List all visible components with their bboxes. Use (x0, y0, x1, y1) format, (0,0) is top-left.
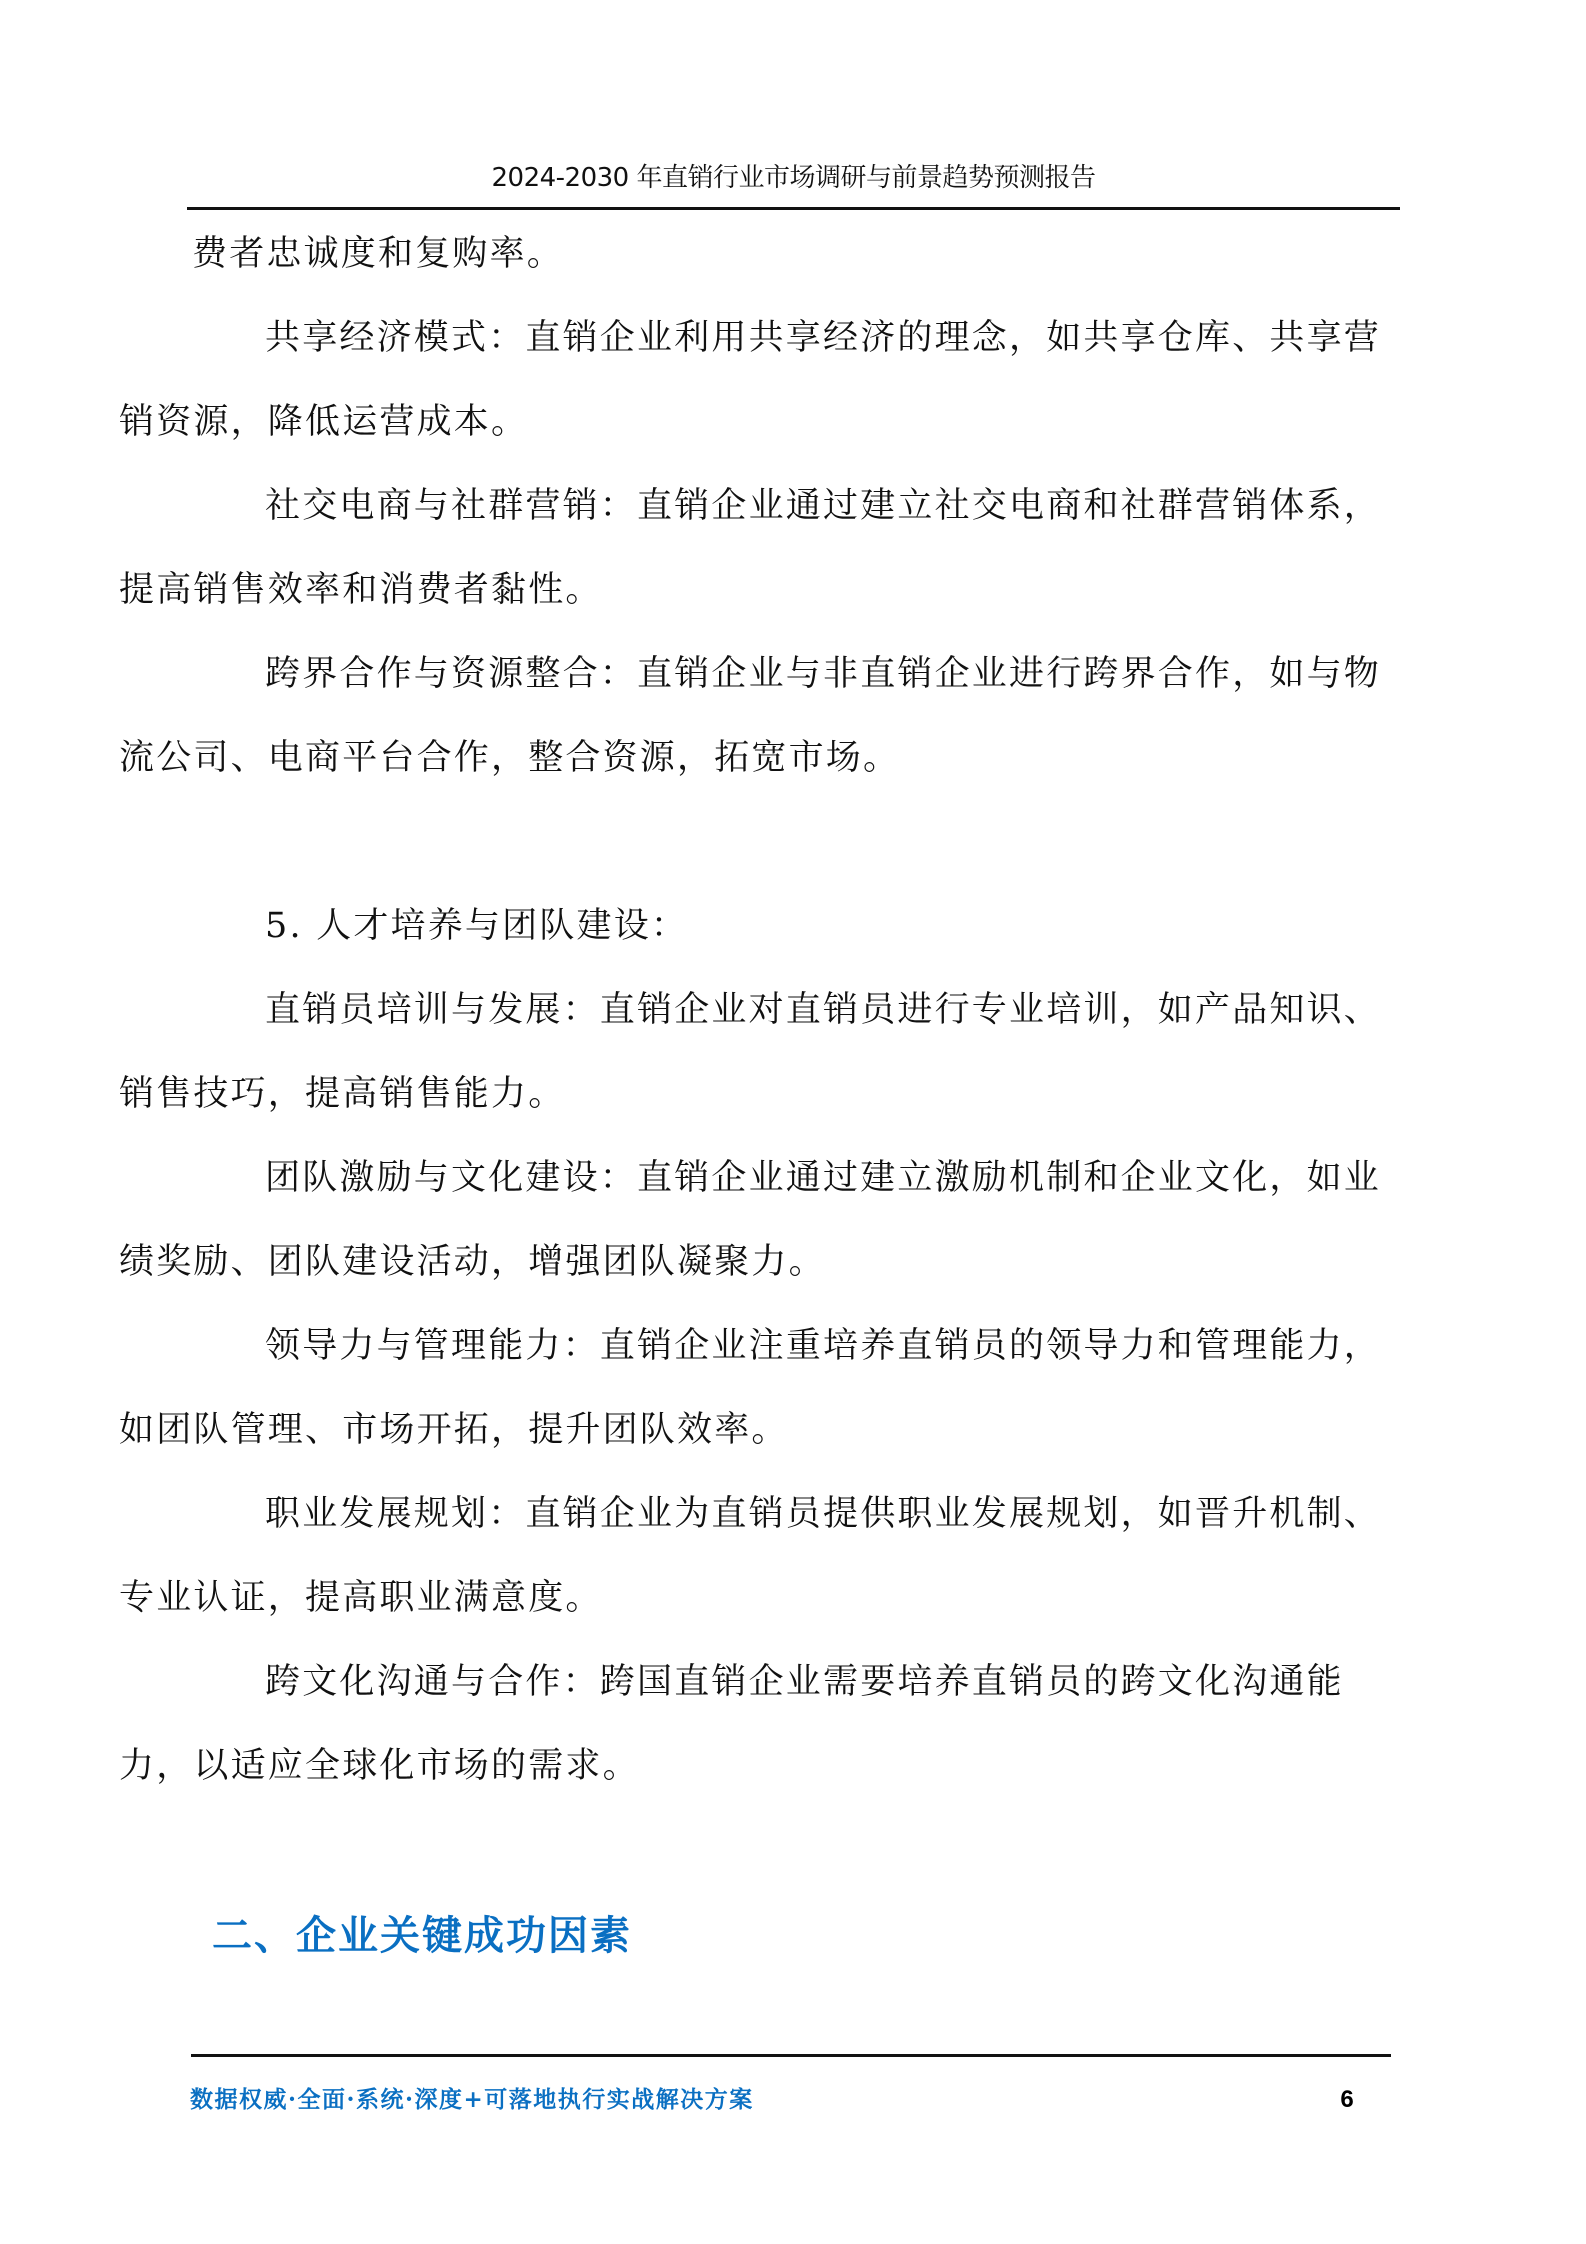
line: 5. 人才培养与团队建设： (265, 906, 689, 946)
line: 提高销售效率和消费者黏性。 (119, 570, 603, 610)
paragraph-training (119, 968, 1402, 1136)
page-number: 6 (1340, 2086, 1354, 2113)
body-text (119, 212, 1402, 1808)
section-heading: 二、企业关键成功因素 (212, 1913, 632, 1959)
line: 专业认证，提高职业满意度。 (119, 1578, 603, 1618)
paragraph-career (119, 1472, 1402, 1640)
line: 跨界合作与资源整合：直销企业与非直销企业进行跨界合作，如与物 (265, 654, 1382, 694)
paragraph-cross-cultural (119, 1640, 1402, 1808)
line: 销售技巧，提高销售能力。 (119, 1074, 566, 1114)
line: 如团队管理、市场开拓，提升团队效率。 (119, 1410, 789, 1450)
paragraph-social-commerce (119, 464, 1402, 632)
blank-line (192, 800, 1402, 884)
paragraph-sharing-economy (119, 296, 1402, 464)
line: 绩奖励、团队建设活动，增强团队凝聚力。 (119, 1242, 826, 1282)
line: 职业发展规划：直销企业为直销员提供职业发展规划，如晋升机制、 (265, 1494, 1382, 1534)
line: 力，以适应全球化市场的需求。 (119, 1746, 640, 1786)
footer-slogan: 数据权威·全面·系统·深度+可落地执行实战解决方案 (190, 2086, 754, 2113)
paragraph-leadership (119, 1304, 1402, 1472)
line: 社交电商与社群营销：直销企业通过建立社交电商和社群营销体系， (265, 486, 1382, 526)
line: 费者忠诚度和复购率。 (192, 234, 565, 274)
line: 领导力与管理能力：直销企业注重培养直销员的领导力和管理能力， (265, 1326, 1382, 1366)
running-header-title: 2024-2030 年直销行业市场调研与前景趋势预测报告 (491, 163, 1096, 193)
paragraph-team-incentive (119, 1136, 1402, 1304)
line: 流公司、电商平台合作，整合资源，拓宽市场。 (119, 738, 901, 778)
line: 跨文化沟通与合作：跨国直销企业需要培养直销员的跨文化沟通能 (265, 1662, 1344, 1702)
footer-rule (191, 2054, 1391, 2057)
line: 共享经济模式：直销企业利用共享经济的理念，如共享仓库、共享营 (265, 318, 1382, 358)
line: 团队激励与文化建设：直销企业通过建立激励机制和企业文化，如业 (265, 1158, 1382, 1198)
line: 销资源，降低运营成本。 (119, 402, 529, 442)
line: 直销员培训与发展：直销企业对直销员进行专业培训，如产品知识、 (265, 990, 1382, 1030)
subheading-talent (192, 884, 1402, 968)
paragraph-cross-industry (119, 632, 1402, 800)
header-rule (187, 207, 1400, 210)
paragraph-continuation (192, 212, 1402, 296)
